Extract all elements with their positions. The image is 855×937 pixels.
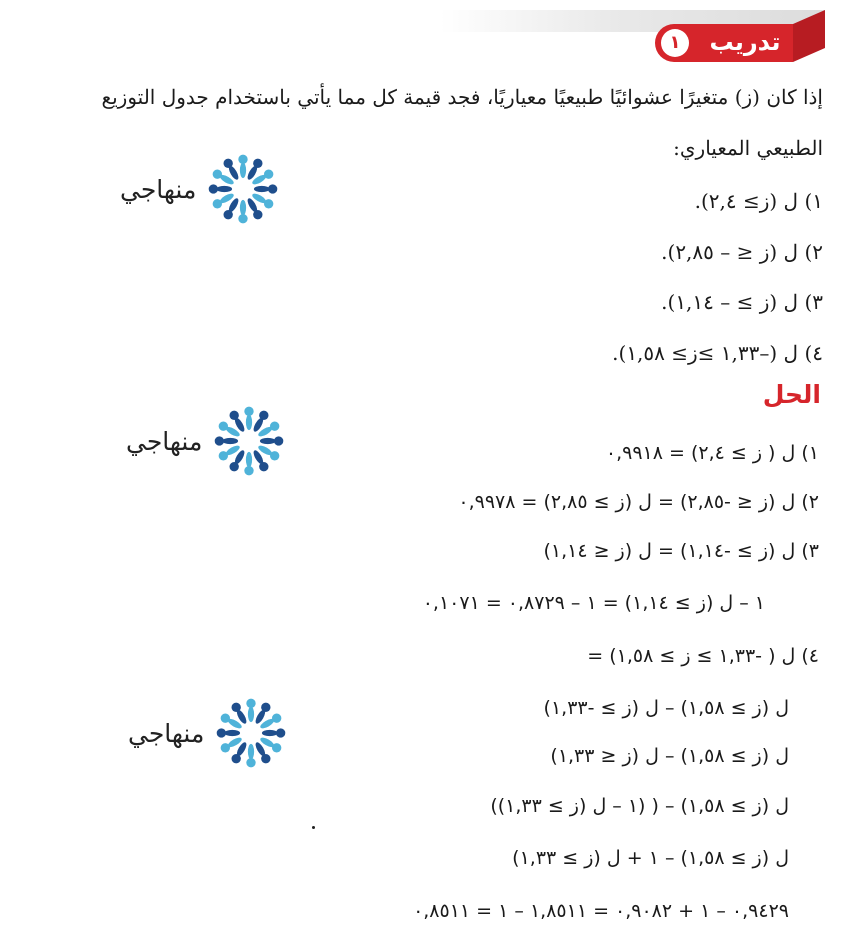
exercise-tag-number: ١ [661,29,689,57]
exercise-tag-label: تدريب [709,28,781,56]
problem-intro-line1: إذا كان (ز) متغيرًا عشوائيًا طبيعيًا معياريًا، فجد قيمة كل مما يأتي باستخدام جدول التوزيع [101,85,823,109]
problem-item: ٣) ل (ز ≥ – ١,١٤). [661,290,823,314]
solution-line: ل (ز ≥ ١,٥٨) – ل (ز ≤ ١,٣٣) [550,745,789,767]
problem-intro-line2: الطبيعي المعياري: [673,136,823,160]
solution-line: ل (ز ≥ ١,٥٨) – ل (ز ≥ -١,٣٣) [543,697,789,719]
watermark [120,150,282,228]
logo-figure-body [262,730,278,736]
logo-figure-body [254,186,270,192]
problem-item: ١) ل (ز≥ ٢,٤). [694,189,823,213]
watermark-text: منهاجي [120,174,197,204]
logo-figure-body [248,744,254,760]
logo-figure-body [217,186,233,192]
solution-line: ل (ز ≥ ١,٥٨) – ١ + ل (ز ≥ ١,٣٣) [512,847,789,869]
solution-line: ٤) ل ( -١,٣٣ ≥ ز ≥ ١,٥٨) = [587,645,819,667]
logo-figure-body [223,438,239,444]
problem-item: ٤) ل (–١,٣٣ ≥ز≥ ١,٥٨). [612,341,823,365]
manhaji-logo-icon [212,694,290,772]
logo-figure-body [240,200,246,216]
solution-line: ل (ز ≥ ١,٥٨) – ( (١ – ل (ز ≥ ١,٣٣)) [490,795,789,817]
logo-figure-body [246,414,252,430]
logo-figure-body [248,706,254,722]
logo-figure-body [260,438,276,444]
logo-figure-body [240,162,246,178]
solution-line: ٠,٩٤٢٩ – ١ + ٠,٩٠٨٢ = ١,٨٥١١ – ١ = ٠,٨٥١١ [413,900,789,922]
watermark-text: منهاجي [126,426,203,456]
solution-title: الحل [762,380,821,409]
logo-figure-body [246,452,252,468]
problem-item: ٢) ل (ز ≤ – ٢,٨٥). [661,240,823,264]
solution-line: ٢) ل (ز ≤ -٢,٨٥) = ل (ز ≥ ٢,٨٥) = ٠,٩٩٧٨ [458,491,819,513]
solution-line: ٣) ل (ز ≥ -١,١٤) = ل (ز ≤ ١,١٤) [543,540,819,562]
logo-figure-body [225,730,241,736]
watermark-text: منهاجي [128,718,205,748]
stray-dot [312,826,315,829]
solution-line: ١) ل ( ز ≥ ٢,٤) = ٠,٩٩١٨ [605,442,819,464]
watermark [128,694,290,772]
watermark [126,402,288,480]
manhaji-logo-icon [204,150,282,228]
solution-line: ١ – ل (ز ≥ ١,١٤) = ١ – ٠,٨٧٢٩ = ٠,١٠٧١ [422,592,765,614]
manhaji-logo-icon [210,402,288,480]
